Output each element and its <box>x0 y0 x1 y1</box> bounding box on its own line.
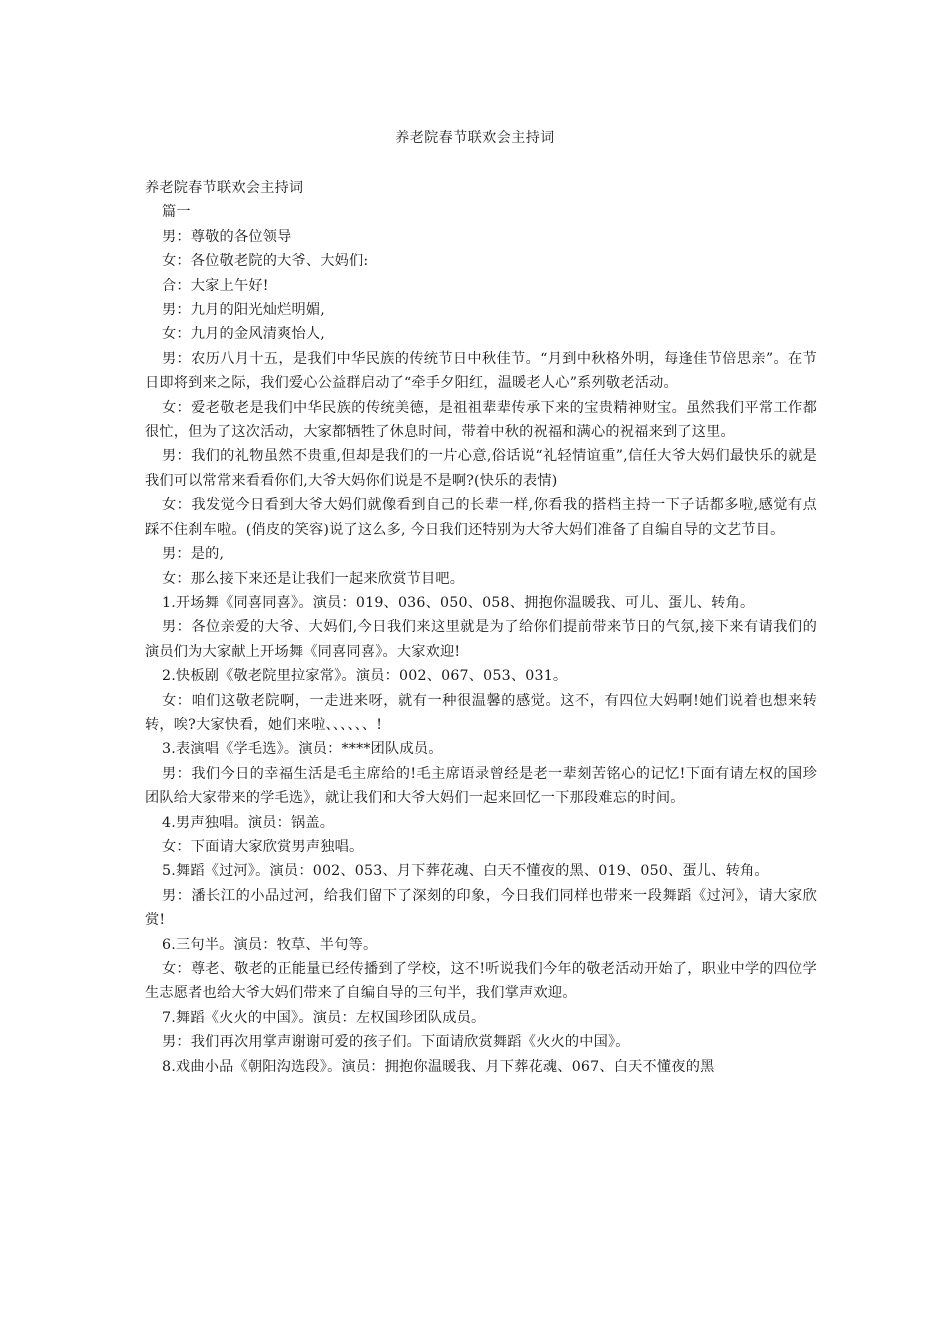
program-item: 4.男声独唱。演员：锅盖。 <box>162 814 335 831</box>
program-item: 7.舞蹈《火火的中国》。演员：左权国珍团队成员。 <box>162 1009 486 1026</box>
paragraph: 篇一 <box>162 204 191 221</box>
program-item: 6.三句半。演员：牧草、半句等。 <box>162 936 378 953</box>
program-item: 2.快板剧《敬老院里拉家常》。演员：002、067、053、031。 <box>162 668 568 685</box>
paragraph: 男：农历八月十五，是我们中华民族的传统节日中秋佳节。“月到中秋格外明，每逢佳节倍思亲”。在节日即将到来之际，我们爱心公益群启动了“牵手夕阳红，温暖老人心”系列敬老活动。 <box>145 350 817 392</box>
program-item: 5.舞蹈《过河》。演员：002、053、月下葬花魂、白天不懂夜的黑、019、050、蛋儿、转角。 <box>162 863 769 880</box>
paragraph: 合：大家上午好! <box>162 277 269 294</box>
paragraph: 女：下面请大家欣赏男声独唱。 <box>162 838 364 855</box>
paragraph: 男：各位亲爱的大爷、大妈们,今日我们来这里就是为了给你们提前带来节日的气氛,接下来有请我们的演员们为大家献上开场舞《同喜同喜》。大家欢迎! <box>145 619 817 660</box>
paragraph: 男：是的, <box>162 546 225 563</box>
document-title: 养老院春节联欢会主持词 <box>395 130 555 146</box>
paragraph: 女：九月的金风清爽怡人, <box>162 326 325 343</box>
paragraph: 女：尊老、敬老的正能量已经传播到了学校，这不!听说我们今年的敬老活动开始了，职业中学的四位学生志愿者也给大爷大妈们带来了自编自导的三句半，我们掌声欢迎。 <box>145 961 817 1002</box>
paragraph: 男：九月的阳光灿烂明媚, <box>162 302 325 319</box>
program-item: 1.开场舞《同喜同喜》。演员：019、036、050、058、拥抱你温暖我、可儿、蛋儿、转角。 <box>162 594 755 611</box>
program-item: 3.表演唱《学毛选》。演员：****团队成员。 <box>162 741 443 758</box>
paragraph: 女：爱老敬老是我们中华民族的传统美德，是祖祖辈辈传承下来的宝贵精神财宝。虽然我们平常工作都很忙，但为了这次活动，大家都牺牲了休息时间，带着中秋的祝福和满心的祝福来到了这里。 <box>145 399 817 441</box>
paragraph: 男：尊敬的各位领导 <box>162 228 292 245</box>
paragraph: 女：那么接下来还是让我们一起来欣赏节目吧。 <box>162 570 465 587</box>
paragraph: 男：我们的礼物虽然不贵重,但却是我们的一片心意,俗话说“礼轻情谊重”,信任大爷大妈们最快乐的就是我们可以常常来看看你们,大爷大妈你们说是不是啊?(快乐的表情) <box>145 448 817 489</box>
paragraph: 女：我发觉今日看到大爷大妈们就像看到自己的长辈一样,你看我的搭档主持一下子话都多啦,感觉有点踩不住刹车啦。(俏皮的笑容)说了这么多, 今日我们还特别为大爷大妈们准备了自编自导的文艺节目。 <box>145 497 817 538</box>
paragraph: 男：潘长江的小品过河，给我们留下了深刻的印象，今日我们同样也带来一段舞蹈《过河》，请大家欣赏! <box>145 887 817 929</box>
paragraph: 男：我们今日的幸福生活是毛主席给的!毛主席语录曾经是老一辈刻苦铭心的记忆!下面有请左权的国珍团队给大家带来的学毛选》，就让我们和大爷大妈们一起来回忆一下那段难忘的时间。 <box>145 765 817 807</box>
paragraph: 女：咱们这敬老院啊，一走进来呀，就有一种很温馨的感觉。这不，有四位大妈啊!她们说着也想来转转，唉?大家快看，她们来啦、、、、、、! <box>145 692 817 733</box>
document-body <box>145 176 817 1079</box>
paragraph: 男：我们再次用掌声谢谢可爱的孩子们。下面请欣赏舞蹈《火火的中国》。 <box>162 1034 630 1051</box>
program-item: 8.戏曲小品《朝阳沟选段》。演员：拥抱你温暖我、月下葬花魂、067、白天不懂夜的黑 <box>162 1058 715 1075</box>
body-heading: 养老院春节联欢会主持词 <box>145 180 304 196</box>
paragraph: 女：各位敬老院的大爷、大妈们: <box>162 253 369 270</box>
